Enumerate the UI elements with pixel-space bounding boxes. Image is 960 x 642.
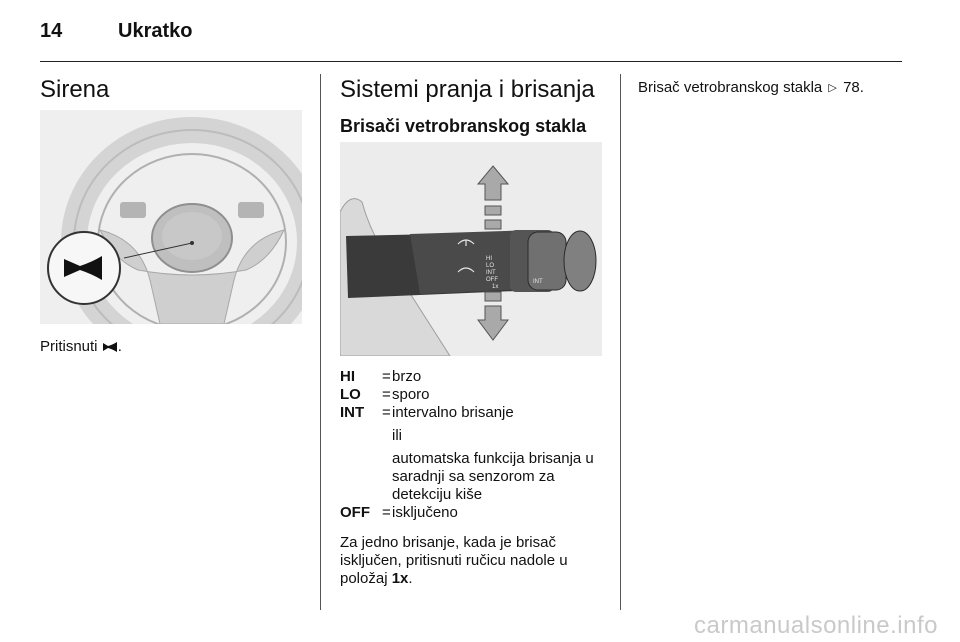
horn-icon [102,340,118,358]
column-divider-2 [620,74,621,610]
definition-row-int [340,404,602,422]
page-number: 14 [40,20,63,42]
definition-equals: = [382,404,391,421]
definition-desc: intervalno brisanje [392,404,514,421]
definition-desc: sporo [392,386,430,403]
subheading-windshield-wipers: Brisači vetrobranskog stakla [340,116,587,136]
single-wipe-end: . [408,570,413,587]
lever-label-hi: HI [486,256,492,262]
definition-term: HI [340,368,355,385]
single-wipe-instruction [340,534,602,588]
definition-term: INT [340,404,365,421]
lever-label-lo: LO [486,263,495,269]
lever-label-int: INT [486,270,496,276]
cross-reference [638,79,864,97]
definition-term: LO [340,386,361,403]
page-reference-icon: ▷ [828,82,837,94]
column-divider-1 [320,74,321,610]
cross-reference-text: Brisač vetrobranskog stakla [638,79,823,96]
horn-instruction-text: Pritisnuti [40,338,98,355]
definition-term: OFF [340,504,370,521]
cross-reference-page[interactable]: 78. [843,79,864,96]
steering-wheel-figure [40,110,302,324]
single-wipe-position: 1x [391,570,409,587]
single-wipe-text: Za jedno brisanje, kada je brisač isključen, pritisnuti ručicu nadole u položaj [340,534,568,587]
lever-tip-label: INT [533,279,543,285]
definition-int-or: ili [392,427,402,444]
definition-desc: isključeno [392,504,458,521]
wiper-definitions [340,368,602,522]
section-heading-sirena: Sirena [40,76,110,103]
definition-int-auto: automatska funkcija brisanja u saradnji sa senzorom za detekciju kiše [392,450,594,503]
horn-instruction-end: . [117,338,122,355]
lever-label-1x: 1x [492,284,499,290]
definition-row-off [340,504,602,522]
definition-equals: = [382,368,391,385]
definition-equals: = [382,386,391,403]
definition-row-hi [340,368,602,386]
definition-desc: brzo [392,368,422,385]
section-heading-wipers: Sistemi pranja i brisanja [340,76,595,103]
wiper-lever-figure [340,142,602,356]
horn-instruction [40,338,122,358]
watermark: carmanualsonline.info [694,612,938,639]
definition-equals: = [382,504,391,521]
header-rule [40,61,902,62]
lever-label-off: OFF [486,277,498,283]
definition-row-lo [340,386,602,404]
chapter-title: Ukratko [118,20,193,42]
